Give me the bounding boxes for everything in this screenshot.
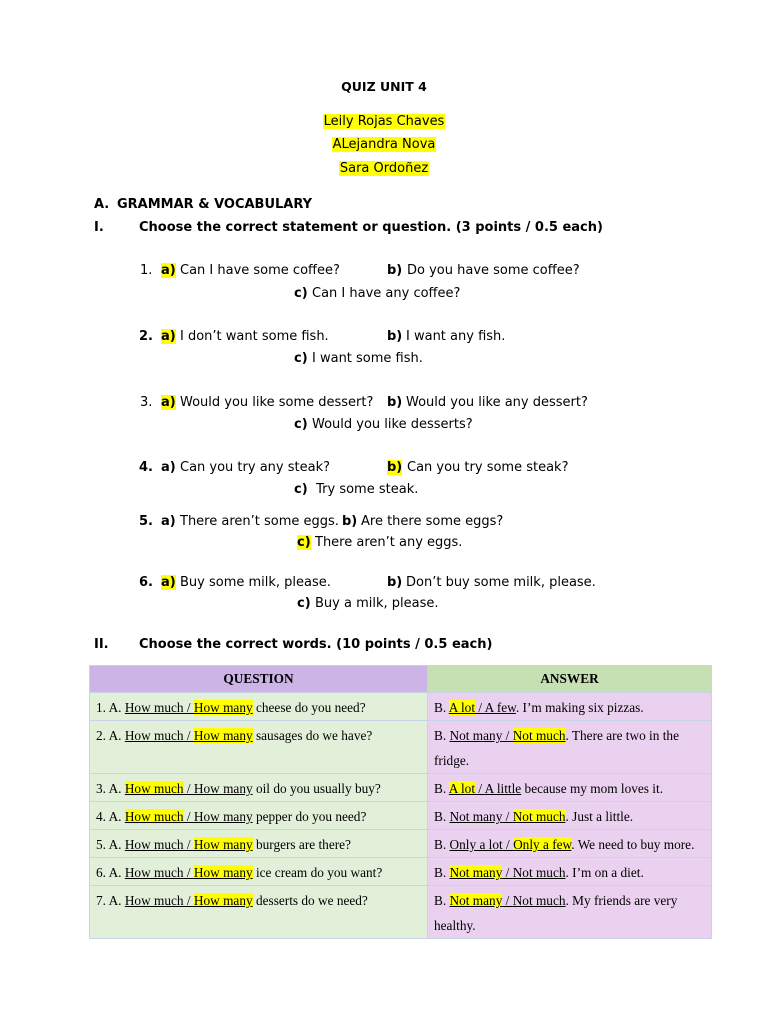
answer-separator: / <box>502 893 513 908</box>
question-2-a-text: I don’t want some fish. <box>180 329 329 344</box>
question-4-a-text: Can you try any steak? <box>180 460 330 475</box>
question-6-b-label: b) <box>387 575 403 590</box>
question-separator: / <box>183 893 194 908</box>
question-option-2: How many <box>193 865 253 880</box>
question-6-b-text: Don’t buy some milk, please. <box>406 575 596 590</box>
question-prefix: 3. A. <box>96 781 125 796</box>
answer-cell <box>428 858 712 886</box>
answer-separator: / <box>502 837 514 852</box>
question-4-number: 4. <box>139 460 153 475</box>
question-prefix: 2. A. <box>96 728 125 743</box>
question-option-1: How much <box>124 781 184 796</box>
question-5-c-text: There aren’t any eggs. <box>315 535 463 550</box>
question-rest: oil do you usually buy? <box>252 781 381 796</box>
part-1-instruction: Choose the correct statement or question. (3 points / 0.5 each) <box>139 220 603 235</box>
answer-column-header: ANSWER <box>428 666 712 693</box>
question-1-b-text: Do you have some coffee? <box>407 263 580 278</box>
question-1-a-label: a) <box>161 263 176 278</box>
answer-cell <box>428 721 712 774</box>
question-prefix: 5. A. <box>96 837 125 852</box>
question-3-a-label: a) <box>161 395 176 410</box>
question-2-b-label: b) <box>387 329 403 344</box>
answer-cell <box>428 830 712 858</box>
author-3: Sara Ordoñez <box>339 161 429 176</box>
question-4-a-label: a) <box>161 460 176 475</box>
question-3-b-text: Would you like any dessert? <box>406 395 588 410</box>
question-prefix: 1. A. <box>96 700 125 715</box>
table-row <box>90 693 712 721</box>
quiz-title: QUIZ UNIT 4 <box>341 79 427 94</box>
question-3-c-text: Would you like desserts? <box>312 417 473 432</box>
answer-prefix: B. <box>434 893 450 908</box>
question-5-a-text: There aren’t some eggs. <box>180 514 339 529</box>
question-6-number: 6. <box>139 575 153 590</box>
author-2: ALejandra Nova <box>332 137 436 152</box>
question-2-number: 2. <box>139 329 153 344</box>
table-row <box>90 886 712 939</box>
question-option-1: How much <box>124 700 184 715</box>
question-5-a-label: a) <box>161 514 176 529</box>
question-1-b-label: b) <box>387 263 403 278</box>
question-cell <box>90 886 428 939</box>
answer-separator: / <box>475 781 485 796</box>
question-4-b-text: Can you try some steak? <box>407 460 569 475</box>
question-6-c-text: Buy a milk, please. <box>315 596 439 611</box>
question-option-2: How many <box>193 837 253 852</box>
question-3-number: 3. <box>140 395 153 410</box>
answer-prefix: B. <box>434 728 450 743</box>
question-1-c-text: Can I have any coffee? <box>312 286 461 301</box>
question-prefix: 4. A. <box>96 809 125 824</box>
question-4-b-label: b) <box>387 460 403 475</box>
question-option-1: How much <box>124 893 184 908</box>
question-rest: cheese do you need? <box>252 700 366 715</box>
answer-prefix: B. <box>434 809 450 824</box>
question-cell <box>90 774 428 802</box>
author-1: Leily Rojas Chaves <box>323 114 445 129</box>
answer-option-2: A little <box>484 781 522 796</box>
table-row <box>90 802 712 830</box>
question-2-c-label: c) <box>294 351 308 366</box>
answer-separator: / <box>502 865 513 880</box>
answer-option-1: Not many <box>449 728 503 743</box>
answer-option-1: Not many <box>449 809 503 824</box>
answer-option-2: Not much <box>512 728 566 743</box>
table-header-row <box>90 666 712 693</box>
question-separator: / <box>183 728 194 743</box>
question-rest: sausages do we have? <box>252 728 373 743</box>
answer-option-1: Only a lot <box>449 837 503 852</box>
answer-prefix: B. <box>434 865 450 880</box>
question-rest: ice cream do you want? <box>252 865 383 880</box>
answer-option-2: Not much <box>512 865 566 880</box>
question-option-2: How many <box>193 809 253 824</box>
question-rest: pepper do you need? <box>252 809 367 824</box>
answer-separator: / <box>475 700 485 715</box>
question-rest: burgers are there? <box>252 837 351 852</box>
question-prefix: 6. A. <box>96 865 125 880</box>
question-separator: / <box>183 837 194 852</box>
words-table <box>89 665 712 939</box>
section-a-title: GRAMMAR & VOCABULARY <box>117 197 313 212</box>
table-row <box>90 858 712 886</box>
answer-rest: . Just a little. <box>565 809 634 824</box>
question-5-b-text: Are there some eggs? <box>361 514 504 529</box>
question-3-a-text: Would you like some dessert? <box>180 395 374 410</box>
question-1-a-text: Can I have some coffee? <box>180 263 340 278</box>
part-2-instruction: Choose the correct words. (10 points / 0.5 each) <box>139 637 493 652</box>
question-separator: / <box>183 809 194 824</box>
part-2-numeral: II. <box>94 637 109 652</box>
answer-prefix: B. <box>434 781 449 796</box>
answer-cell <box>428 693 712 721</box>
part-1-numeral: I. <box>94 220 104 235</box>
question-1-number: 1. <box>140 263 153 278</box>
question-4-c-text: Try some steak. <box>312 482 419 497</box>
question-cell <box>90 858 428 886</box>
question-6-a-label: a) <box>161 575 176 590</box>
question-separator: / <box>183 700 194 715</box>
question-5-c-label: c) <box>297 535 311 550</box>
answer-option-2: A few <box>484 700 516 715</box>
answer-cell <box>428 886 712 939</box>
answer-cell <box>428 774 712 802</box>
question-cell <box>90 802 428 830</box>
answer-option-2: Not much <box>512 809 566 824</box>
table-row <box>90 774 712 802</box>
question-5-number: 5. <box>139 514 153 529</box>
question-option-2: How many <box>193 728 253 743</box>
question-option-2: How many <box>193 781 253 796</box>
answer-option-1: Not many <box>449 865 503 880</box>
question-separator: / <box>183 865 194 880</box>
question-3-b-label: b) <box>387 395 403 410</box>
answer-rest: . I’m making six pizzas. <box>515 700 644 715</box>
question-column-header: QUESTION <box>90 666 428 693</box>
question-2-c-text: I want some fish. <box>312 351 423 366</box>
question-option-2: How many <box>193 700 253 715</box>
answer-option-1: A lot <box>448 781 476 796</box>
answer-option-2: Not much <box>512 893 566 908</box>
question-prefix: 7. A. <box>96 893 125 908</box>
question-cell <box>90 693 428 721</box>
question-option-1: How much <box>124 809 184 824</box>
answer-option-2: Only a few <box>513 837 572 852</box>
answer-option-1: A lot <box>448 700 476 715</box>
answer-prefix: B. <box>434 700 449 715</box>
section-a-letter: A. <box>94 197 110 212</box>
answer-separator: / <box>502 728 513 743</box>
question-5-b-label: b) <box>342 514 358 529</box>
question-cell <box>90 830 428 858</box>
question-6-c-label: c) <box>297 596 311 611</box>
answer-rest: . There are two in the fridge. <box>434 728 679 768</box>
answer-cell <box>428 802 712 830</box>
answer-rest: . We need to buy more. <box>571 837 695 852</box>
answer-separator: / <box>502 809 513 824</box>
table-row <box>90 721 712 774</box>
table-row <box>90 830 712 858</box>
question-2-a-label: a) <box>161 329 176 344</box>
answer-rest: . My friends are very healthy. <box>434 893 678 933</box>
question-rest: desserts do we need? <box>252 893 368 908</box>
question-separator: / <box>183 781 194 796</box>
answer-rest: because my mom loves it. <box>521 781 664 796</box>
question-6-a-text: Buy some milk, please. <box>180 575 331 590</box>
answer-prefix: B. <box>434 837 450 852</box>
question-cell <box>90 721 428 774</box>
question-1-c-label: c) <box>294 286 308 301</box>
question-option-1: How much <box>124 837 184 852</box>
question-option-2: How many <box>193 893 253 908</box>
question-3-c-label: c) <box>294 417 308 432</box>
question-option-1: How much <box>124 728 184 743</box>
answer-rest: . I’m on a diet. <box>565 865 644 880</box>
answer-option-1: Not many <box>449 893 503 908</box>
question-option-1: How much <box>124 865 184 880</box>
question-4-c-label: c) <box>294 482 308 497</box>
question-2-b-text: I want any fish. <box>406 329 506 344</box>
